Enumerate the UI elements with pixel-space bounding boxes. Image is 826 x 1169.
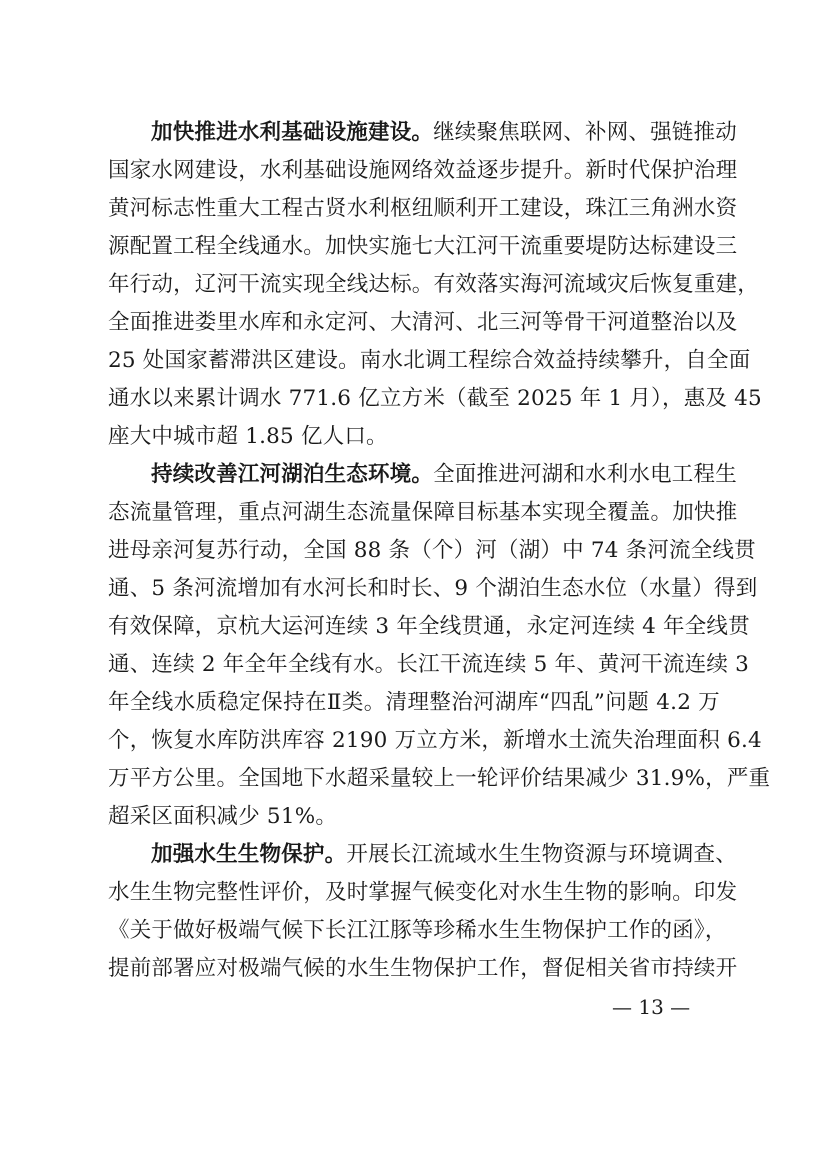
paragraph-3-line-2: 水生生物完整性评价，及时掌握气候变化对水生生物的影响。印发 [108,880,738,905]
paragraph-2-line-4: 通、5 条河流增加有水河长和时长、9 个湖泊生态水位（水量）得到 [108,576,758,601]
paragraph-1-line-6: 全面推进娄里水库和永定河、大清河、北三河等骨干河道整治以及 [108,310,738,335]
paragraph-1-line-2: 国家水网建设，水利基础设施网络效益逐步提升。新时代保护治理 [108,158,738,183]
paragraph-1-line-5: 年行动，辽河干流实现全线达标。有效落实海河流域灾后恢复重建， [108,272,760,297]
paragraph-2-line-3: 进母亲河复苏行动，全国 88 条（个）河（湖）中 74 条河流全线贯 [108,538,756,563]
paragraph-2-line-10: 超采区面积减少 51%。 [108,804,338,829]
paragraph-2-line-7: 年全线水质稳定保持在Ⅱ类。清理整治河湖库“四乱”问题 4.2 万 [108,690,720,715]
paragraph-1-line-9: 座大中城市超 1.85 亿人口。 [108,424,388,449]
paragraph-1-line-3: 黄河标志性重大工程古贤水利枢纽顺利开工建设，珠江三角洲水资 [108,196,738,221]
paragraph-3-line-3: 《关于做好极端气候下长江江豚等珍稀水生生物保护工作的函》， [108,918,727,943]
paragraph-3-line-4: 提前部署应对极端气候的水生生物保护工作，督促相关省市持续开 [108,956,738,981]
paragraph-1-heading: 加快推进水利基础设施建设。 [151,120,434,145]
paragraph-2-line-1 [151,460,737,490]
page-number: — 13 — [612,995,691,1019]
paragraph-1-first-line-text: 继续聚焦联网、补网、强链推动 [433,120,737,145]
paragraph-1-line-1 [151,118,737,148]
paragraph-2-line-5: 有效保障，京杭大运河连续 3 年全线贯通，永定河连续 4 年全线贯 [108,614,750,639]
paragraph-2-heading: 持续改善江河湖泊生态环境。 [151,462,434,487]
paragraph-2-line-9: 万平方公里。全国地下水超采量较上一轮评价结果减少 31.9%，严重 [108,766,771,791]
paragraph-2-line-6: 通、连续 2 年全年全线有水。长江干流连续 5 年、黄河干流连续 3 [108,652,750,677]
paragraph-1-line-4: 源配置工程全线通水。加快实施七大江河干流重要堤防达标建设三 [108,234,738,259]
paragraph-1-line-8: 通水以来累计调水 771.6 亿立方米（截至 2025 年 1 月），惠及 45 [108,386,762,411]
paragraph-3-first-line-text: 开展长江流域水生生物资源与环境调查、 [346,842,737,867]
paragraph-2-first-line-text: 全面推进河湖和水利水电工程生 [433,462,737,487]
paragraph-3-heading: 加强水生生物保护。 [151,842,347,867]
paragraph-1-line-7: 25 处国家蓄滞洪区建设。南水北调工程综合效益持续攀升，自全面 [108,348,751,373]
paragraph-2-line-8: 个，恢复水库防洪库容 2190 万立方米，新增水土流失治理面积 6.4 [108,728,762,753]
paragraph-2-line-2: 态流量管理，重点河湖生态流量保障目标基本实现全覆盖。加快推 [108,500,738,525]
paragraph-3-line-1 [151,840,737,870]
